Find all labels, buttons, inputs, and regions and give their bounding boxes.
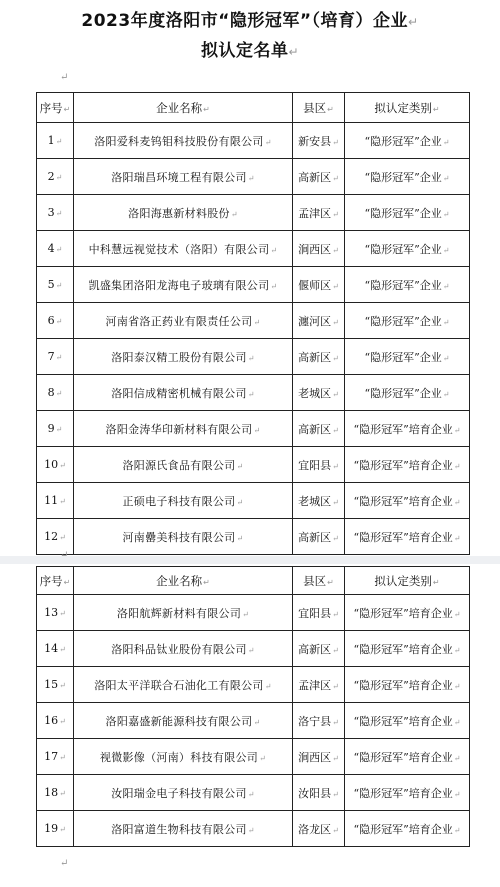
- header-category: 拟认定类别↵: [345, 93, 470, 123]
- header-category: 拟认定类别↵: [345, 567, 470, 595]
- document-title-line2: 拟认定名单↵: [200, 41, 300, 61]
- table-row: [37, 195, 470, 231]
- row-category: “隐形冠军”培育企业↵: [345, 631, 470, 667]
- row-company-name: 洛阳泰汉精工股份有限公司↵: [74, 339, 293, 375]
- row-index: 13↵: [37, 595, 74, 631]
- header-name: 企业名称↵: [74, 567, 293, 595]
- row-category: “隐形冠军”培育企业↵: [345, 447, 470, 483]
- row-district: 洛宁县↵: [293, 703, 345, 739]
- row-category: “隐形冠军”培育企业↵: [345, 703, 470, 739]
- table-row: [37, 519, 470, 555]
- row-district: 高新区↵: [293, 631, 345, 667]
- row-district: 瀍河区↵: [293, 303, 345, 339]
- row-district: 高新区↵: [293, 519, 345, 555]
- row-company-name: 洛阳太平洋联合石油化工有限公司↵: [74, 667, 293, 703]
- header-name: 企业名称↵: [74, 93, 293, 123]
- row-company-name: 洛阳富道生物科技有限公司↵: [74, 811, 293, 847]
- enterprise-table-page1: [36, 92, 470, 555]
- row-category: “隐形冠军”企业↵: [345, 195, 470, 231]
- row-index: 2↵: [37, 159, 74, 195]
- table-row: [37, 703, 470, 739]
- row-company-name: 洛阳瑞昌环境工程有限公司↵: [74, 159, 293, 195]
- table-row: [37, 667, 470, 703]
- row-company-name: 汝阳瑞金电子科技有限公司↵: [74, 775, 293, 811]
- table-row: [37, 231, 470, 267]
- row-index: 15↵: [37, 667, 74, 703]
- table-row: [37, 631, 470, 667]
- row-index: 14↵: [37, 631, 74, 667]
- row-index: 6↵: [37, 303, 74, 339]
- table-row: [37, 267, 470, 303]
- row-company-name: 视微影像（河南）科技有限公司↵: [74, 739, 293, 775]
- row-district: 新安县↵: [293, 123, 345, 159]
- row-index: 8↵: [37, 375, 74, 411]
- row-category: “隐形冠军”培育企业↵: [345, 667, 470, 703]
- row-index: 17↵: [37, 739, 74, 775]
- header-index: 序号↵: [37, 567, 74, 595]
- row-category: “隐形冠军”培育企业↵: [345, 811, 470, 847]
- row-district: 洛龙区↵: [293, 811, 345, 847]
- row-district: 高新区↵: [293, 411, 345, 447]
- row-district: 孟津区↵: [293, 195, 345, 231]
- table-row: [37, 159, 470, 195]
- table-row: [37, 595, 470, 631]
- row-category: “隐形冠军”企业↵: [345, 123, 470, 159]
- row-company-name: 洛阳科品钛业股份有限公司↵: [74, 631, 293, 667]
- table-row: [37, 447, 470, 483]
- row-company-name: 河南罍美科技有限公司↵: [74, 519, 293, 555]
- row-index: 4↵: [37, 231, 74, 267]
- row-category: “隐形冠军”企业↵: [345, 303, 470, 339]
- row-category: “隐形冠军”培育企业↵: [345, 595, 470, 631]
- row-index: 9↵: [37, 411, 74, 447]
- table-row: [37, 775, 470, 811]
- row-district: 老城区↵: [293, 375, 345, 411]
- row-category: “隐形冠军”企业↵: [345, 375, 470, 411]
- paragraph-mark-icon: ↵: [408, 15, 419, 29]
- table-row: [37, 123, 470, 159]
- row-index: 5↵: [37, 267, 74, 303]
- row-category: “隐形冠军”培育企业↵: [345, 775, 470, 811]
- table-row: [37, 303, 470, 339]
- table-header-row: [37, 567, 470, 595]
- row-index: 7↵: [37, 339, 74, 375]
- row-index: 10↵: [37, 447, 74, 483]
- row-company-name: 河南省洛正药业有限责任公司↵: [74, 303, 293, 339]
- row-index: 16↵: [37, 703, 74, 739]
- row-category: “隐形冠军”企业↵: [345, 159, 470, 195]
- row-district: 涧西区↵: [293, 739, 345, 775]
- row-category: “隐形冠军”培育企业↵: [345, 739, 470, 775]
- row-index: 12↵: [37, 519, 74, 555]
- row-company-name: 洛阳信成精密机械有限公司↵: [74, 375, 293, 411]
- table-row: [37, 739, 470, 775]
- row-company-name: 洛阳源氏食品有限公司↵: [74, 447, 293, 483]
- row-category: “隐形冠军”培育企业↵: [345, 519, 470, 555]
- row-company-name: 中科慧远视觉技术（洛阳）有限公司↵: [74, 231, 293, 267]
- table-row: [37, 811, 470, 847]
- paragraph-mark-icon: ↵: [60, 72, 69, 83]
- row-company-name: 洛阳海惠新材料股份↵: [74, 195, 293, 231]
- table-header-row: [37, 93, 470, 123]
- paragraph-mark-icon: ↵: [60, 858, 69, 869]
- row-index: 18↵: [37, 775, 74, 811]
- row-company-name: 洛阳嘉盛新能源科技有限公司↵: [74, 703, 293, 739]
- row-category: “隐形冠军”培育企业↵: [345, 411, 470, 447]
- table-row: [37, 411, 470, 447]
- table-row: [37, 339, 470, 375]
- row-district: 孟津区↵: [293, 667, 345, 703]
- table-row: [37, 483, 470, 519]
- row-index: 3↵: [37, 195, 74, 231]
- header-area: 县区↵: [293, 93, 345, 123]
- row-district: 汝阳县↵: [293, 775, 345, 811]
- row-category: “隐形冠军”培育企业↵: [345, 483, 470, 519]
- row-index: 11↵: [37, 483, 74, 519]
- paragraph-mark-icon: ↵: [288, 45, 300, 59]
- header-area: 县区↵: [293, 567, 345, 595]
- row-district: 老城区↵: [293, 483, 345, 519]
- header-index: 序号↵: [37, 93, 74, 123]
- row-company-name: 洛阳金涛华印新材料有限公司↵: [74, 411, 293, 447]
- row-company-name: 凯盛集团洛阳龙海电子玻璃有限公司↵: [74, 267, 293, 303]
- row-district: 高新区↵: [293, 159, 345, 195]
- row-category: “隐形冠军”企业↵: [345, 231, 470, 267]
- document-title-line1: 2023年度洛阳市“隐形冠军”（培育）企业↵: [81, 11, 419, 31]
- row-category: “隐形冠军”企业↵: [345, 267, 470, 303]
- row-district: 宜阳县↵: [293, 447, 345, 483]
- row-district: 高新区↵: [293, 339, 345, 375]
- table-row: [37, 375, 470, 411]
- row-index: 19↵: [37, 811, 74, 847]
- row-company-name: 洛阳航辉新材料有限公司↵: [74, 595, 293, 631]
- row-district: 偃师区↵: [293, 267, 345, 303]
- row-company-name: 正硕电子科技有限公司↵: [74, 483, 293, 519]
- row-index: 1↵: [37, 123, 74, 159]
- row-district: 宜阳县↵: [293, 595, 345, 631]
- row-company-name: 洛阳爱科麦钨钼科技股份有限公司↵: [74, 123, 293, 159]
- enterprise-table-page2: [36, 566, 470, 847]
- row-district: 涧西区↵: [293, 231, 345, 267]
- page-break: [0, 556, 500, 564]
- row-category: “隐形冠军”企业↵: [345, 339, 470, 375]
